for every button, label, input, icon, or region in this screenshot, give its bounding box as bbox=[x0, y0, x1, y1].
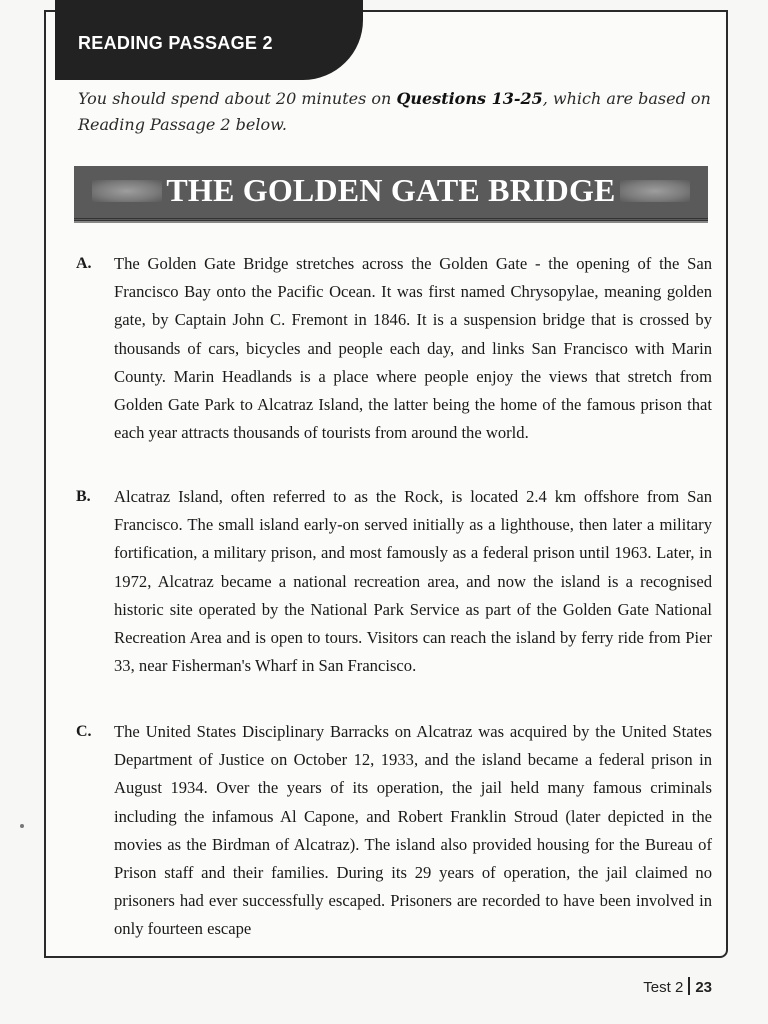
paragraph-letter: A. bbox=[76, 255, 92, 272]
paragraph-a bbox=[76, 250, 712, 447]
paragraph-text: The United States Disciplinary Barracks on Alcatraz was acquired by the United States Department of Justice on October 12, 1933, and the island became a federal prison in August 1934. Over the years of its operation, the jail held many famous criminals including the infamous Al Capone, and Robert Franklin Stroud (later depicted in the movies as the Birdman of Alcatraz). The island also provided housing for the Bureau of Prison staff and their families. During its 29 years of operation, the jail claimed no prisoners had ever successfully escaped. Prisoners are recorded to have been involved in only fourteen escape bbox=[114, 722, 712, 939]
instructions bbox=[78, 86, 718, 138]
paragraph-c bbox=[76, 718, 712, 944]
page-footer bbox=[643, 977, 712, 996]
paragraph-text: The Golden Gate Bridge stretches across the Golden Gate - the opening of the San Francisco Bay onto the Pacific Ocean. It was first named Chrysopylae, meaning golden gate, by Captain John C. Fremont in 1846. It is a suspension bridge that is crossed by thousands of cars, bicycles and people each day, and links San Francisco with Marin County. Marin Headlands is a place where people enjoy the views that stretch from Golden Gate Park to Alcatraz Island, the latter being the home of the famous prison that each year attracts thousands of tourists from around the world. bbox=[114, 254, 712, 443]
passage-title: THE GOLDEN GATE BRIDGE bbox=[166, 172, 616, 208]
title-banner bbox=[74, 166, 708, 221]
test-label: Test 2 bbox=[643, 979, 684, 996]
instructions-text-2: , which are based on Reading Passage 2 below. bbox=[78, 89, 711, 134]
footer-divider bbox=[688, 977, 690, 995]
section-label: READING PASSAGE 2 bbox=[78, 33, 273, 53]
margin-speck bbox=[20, 824, 24, 828]
page-number: 23 bbox=[695, 979, 712, 996]
paragraph-b bbox=[76, 483, 712, 680]
instructions-questions: Questions 13-25 bbox=[396, 89, 543, 108]
paragraph-letter: B. bbox=[76, 488, 91, 505]
paragraph-text: Alcatraz Island, often referred to as the Rock, is located 2.4 km offshore from San Francisco. The small island early-on served initially as a lighthouse, then later a military fortification, a military prison, and most famously as a federal prison until 1963. Later, in 1972, Alcatraz became a national recreation area, and now the island is a recognised historic site operated by the National Park Service as part of the Golden Gate National Recreation Area and is open to tours. Visitors can reach the island by ferry ride from Pier 33, near Fisherman's Wharf in San Francisco. bbox=[114, 487, 712, 676]
paragraph-letter: C. bbox=[76, 723, 92, 740]
instructions-text-1: You should spend about 20 minutes on bbox=[78, 89, 397, 108]
